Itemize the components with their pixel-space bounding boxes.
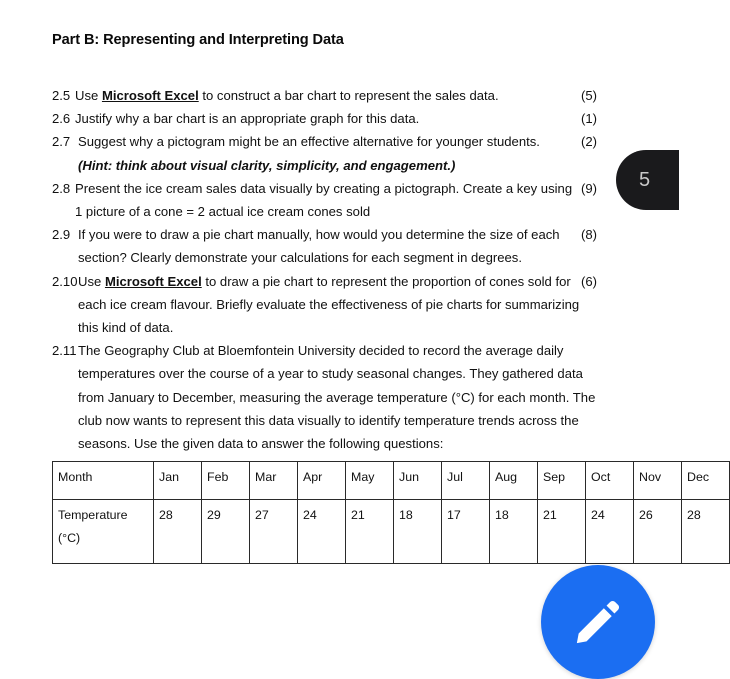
table-cell-month-feb: Feb <box>202 462 250 500</box>
table-cell-month-mar: Mar <box>250 462 298 500</box>
table-header-temperature: Temperature (°C) <box>53 500 154 564</box>
question-list <box>52 84 597 455</box>
question-marks: (5) <box>580 88 597 103</box>
table-cell-temp-may: 21 <box>346 500 394 564</box>
table-header-month: Month <box>53 462 154 500</box>
table-cell-temp-feb: 29 <box>202 500 250 564</box>
question-marks: (1) <box>580 111 597 127</box>
question-marks: (8) <box>580 227 597 243</box>
table-row <box>53 500 730 564</box>
question-hint: (Hint: think about visual clarity, simplicity, and engagement.) <box>78 157 456 173</box>
question-number: 2.6 <box>52 111 71 127</box>
table-cell-temp-sep: 21 <box>538 500 586 564</box>
pencil-icon <box>571 595 625 649</box>
table-row <box>53 462 730 500</box>
question-text: If you were to draw a pie chart manually, how would you determine the size of each section? Clearly demonstrate your calculations for each segment in degrees. <box>78 227 560 266</box>
page-title: Part B: Representing and Interpreting Data <box>52 32 344 48</box>
table-cell-temp-apr: 24 <box>298 500 346 564</box>
page-number-label: 5 <box>638 169 651 191</box>
question-text-before: Use <box>78 273 105 289</box>
table-cell-temp-jun: 18 <box>394 500 442 564</box>
question-item-2-6 <box>52 107 597 130</box>
page-number-badge[interactable] <box>616 150 679 210</box>
table-cell-temp-nov: 26 <box>634 500 682 564</box>
question-item-2-11 <box>52 339 597 455</box>
question-text: Suggest why a pictogram might be an effective alternative for younger students. <box>78 134 540 150</box>
question-text-after: to construct a bar chart to represent the sales data. <box>198 88 499 103</box>
question-marks: (6) <box>580 273 597 289</box>
question-number: 2.9 <box>52 227 71 243</box>
question-number: 2.10 <box>52 273 78 289</box>
table-cell-temp-dec: 28 <box>682 500 730 564</box>
table-cell-month-sep: Sep <box>538 462 586 500</box>
edit-fab-button[interactable] <box>541 565 655 679</box>
question-text-before: Use <box>75 88 102 103</box>
question-number: 2.8 <box>52 180 71 196</box>
emphasis-microsoft-excel: Microsoft Excel <box>104 273 202 289</box>
table-cell-temp-jan: 28 <box>154 500 202 564</box>
table-cell-temp-mar: 27 <box>250 500 298 564</box>
temperature-table <box>52 461 730 564</box>
question-text: The Geography Club at Bloemfontein University decided to record the average daily temperatures over the course of a year to study seasonal changes. They gathered data from January to December, measuring the average temperature (°C) for each month. The club now wants to represent this data visually to identify temperature trends across the seasons. Use the given data to answer the following questions: <box>78 343 596 452</box>
temperature-table-container <box>52 461 710 564</box>
table-cell-temp-jul: 17 <box>442 500 490 564</box>
question-text: Justify why a bar chart is an appropriate graph for this data. <box>75 111 420 127</box>
table-cell-temp-aug: 18 <box>490 500 538 564</box>
question-number: 2.11 <box>52 343 77 359</box>
table-cell-temp-oct: 24 <box>586 500 634 564</box>
table-cell-month-nov: Nov <box>634 462 682 500</box>
emphasis-microsoft-excel: Microsoft Excel <box>101 88 199 103</box>
question-text-after: to draw a pie chart to represent the proportion of cones sold for each ice cream flavour. Briefly evaluate the effectiveness of pie charts for summarizing this kind of data. <box>78 273 580 336</box>
question-item-2-8 <box>52 177 597 223</box>
question-marks: (2) <box>580 134 597 150</box>
table-cell-month-jun: Jun <box>394 462 442 500</box>
question-marks: (9) <box>580 180 597 196</box>
table-cell-month-dec: Dec <box>682 462 730 500</box>
table-cell-month-aug: Aug <box>490 462 538 500</box>
question-item-2-5 <box>52 84 597 107</box>
table-cell-month-oct: Oct <box>586 462 634 500</box>
question-item-2-10 <box>52 270 597 340</box>
table-cell-month-apr: Apr <box>298 462 346 500</box>
question-text: Present the ice cream sales data visually by creating a pictograph. Create a key using 1 picture of a cone = 2 actual ice cream cones sold <box>75 180 573 220</box>
question-number: 2.7 <box>52 134 71 150</box>
table-cell-month-may: May <box>346 462 394 500</box>
table-cell-month-jan: Jan <box>154 462 202 500</box>
table-cell-month-jul: Jul <box>442 462 490 500</box>
question-number: 2.5 <box>52 88 71 103</box>
question-item-2-9 <box>52 223 597 269</box>
question-item-2-7 <box>52 130 597 176</box>
